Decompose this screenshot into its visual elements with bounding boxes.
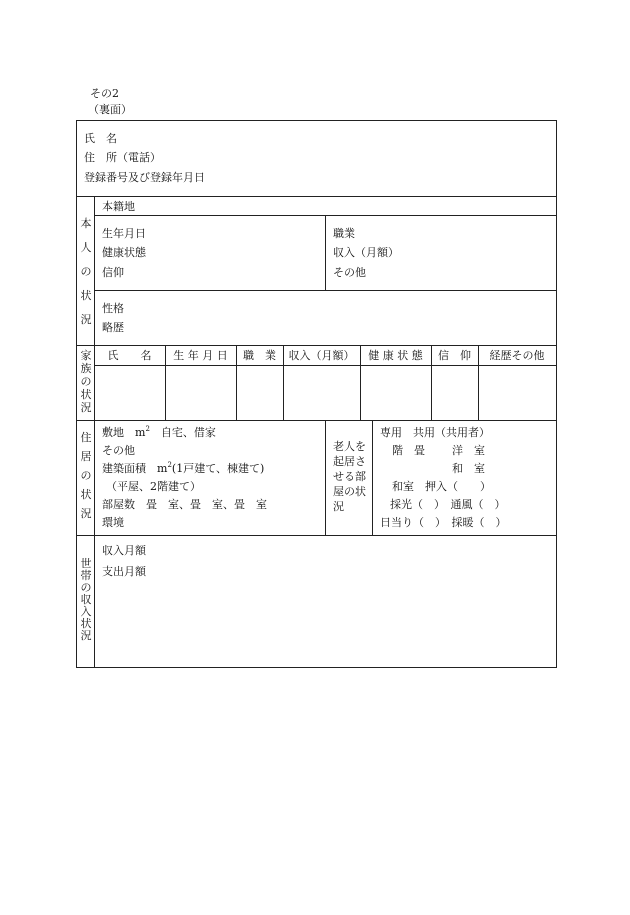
floor-area-label: 建築面積 $m^2(1$戸建て、棟建て) — [102, 461, 265, 475]
japanese-closet-label: 和室 押入（ ） — [392, 480, 491, 493]
health-label: 健康状態 — [102, 246, 146, 259]
address-label: 住 所（電話） — [84, 151, 161, 164]
family-col-health: 健 康 状 態 — [368, 349, 423, 362]
page-label: その2 — [90, 87, 119, 100]
household-income-label: 収入月額 — [102, 544, 146, 557]
history-label: 略歴 — [102, 321, 124, 334]
housing-side-label: 住 居 の 状 況 — [80, 431, 92, 520]
sun-heating-label: 日当り（ ） 採暖（ ） — [380, 516, 507, 529]
elder-room-label: 老人を 起居さ せる部 屋の状 況 — [333, 440, 366, 513]
name-label: 氏 名 — [84, 132, 117, 145]
site-area-label: 敷地 $m^2$ 自宅、借家 — [102, 425, 216, 439]
family-col-faith: 信 仰 — [438, 349, 471, 362]
exclusive-shared-label: 専用 共用（共用者） — [380, 426, 490, 439]
environment-label: 環境 — [102, 516, 124, 529]
registration-label: 登録番号及び登録年月日 — [84, 171, 205, 184]
other-label: その他 — [333, 266, 366, 279]
family-col-name: 氏 名 — [107, 349, 152, 362]
domicile-label: 本籍地 — [102, 200, 135, 213]
family-col-income: 収入（月額） — [288, 349, 355, 362]
household-expense-label: 支出月額 — [102, 565, 146, 578]
tatami-label: 階 畳 — [392, 444, 425, 457]
family-col-history: 経歴その他 — [489, 349, 545, 362]
stories-label: （平屋、2階建て） — [106, 480, 201, 493]
family-col-occupation: 職 業 — [243, 349, 276, 362]
rooms-label: 部屋数 畳 室、畳 室、畳 室 — [102, 498, 267, 511]
family-col-birth: 生 年 月 日 — [173, 349, 228, 362]
faith-label: 信仰 — [102, 266, 124, 279]
side-label: （裏面） — [88, 103, 132, 116]
family-side-label: 家 族 の 状 況 — [80, 349, 92, 414]
income-label: 収入（月額） — [333, 246, 399, 259]
japanese-room-label: 和 室 — [452, 462, 485, 475]
character-label: 性格 — [102, 302, 124, 315]
personal-side-label: 本 人 の 状 況 — [80, 217, 92, 326]
western-room-label: 洋 室 — [452, 444, 485, 457]
lighting-ventilation-label: 採光（ ） 通風（ ） — [390, 498, 506, 511]
housing-other-label: その他 — [102, 444, 135, 457]
occupation-label: 職業 — [333, 227, 355, 240]
household-side-label: 世 帯 の 収 入 状 況 — [80, 557, 92, 642]
birth-date-label: 生年月日 — [102, 227, 146, 240]
